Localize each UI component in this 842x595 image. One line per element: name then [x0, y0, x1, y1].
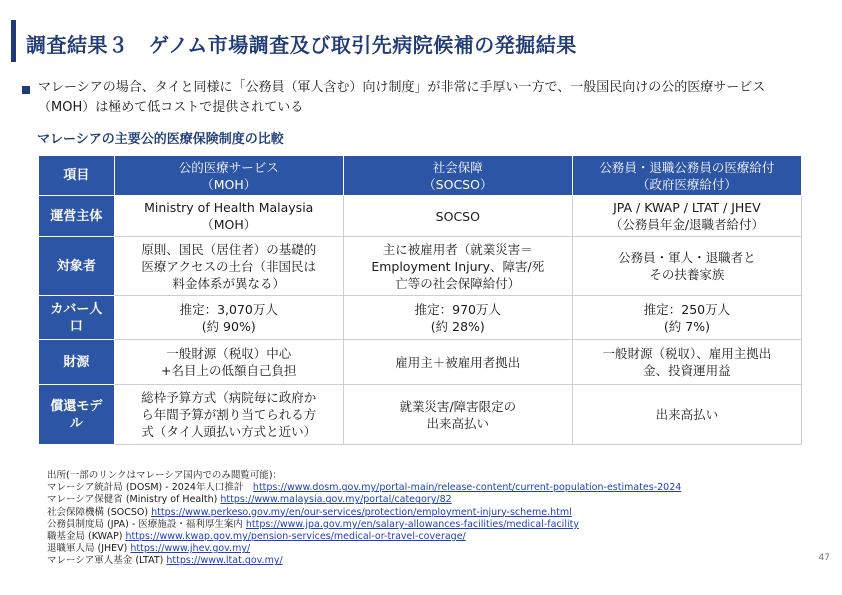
cell-line: 就業災害/障害限定の [399, 398, 517, 414]
source-item [47, 531, 681, 543]
cell-line: (約 90%) [201, 318, 256, 334]
table-row [39, 196, 802, 237]
source-label: 社会保障機構 (SOCSO) [47, 506, 152, 518]
table-cell [572, 385, 801, 445]
source-item [47, 519, 681, 531]
row-label: 財源 [39, 340, 115, 385]
table-header-row [39, 156, 802, 196]
source-link[interactable]: https://www.perkeso.gov.my/en/our-services/protection/employment-injury-scheme.html [151, 506, 572, 518]
cell-line: +名目上の低額自己負担 [160, 363, 297, 378]
cell-line: (約 7%) [663, 318, 710, 334]
header-socso-line1: 社会保障 [432, 159, 483, 175]
header-moh-line1: 公的医療サービス [178, 159, 279, 175]
table-cell [114, 340, 343, 385]
table-cell [343, 340, 572, 385]
source-label: マレーシア保健省 (Ministry of Health) [47, 494, 221, 506]
source-label: 退職軍人局 (JHEV) [47, 543, 131, 555]
cell-line: SOCSO [435, 208, 480, 224]
header-item: 項目 [39, 156, 115, 196]
cell-line: Employment Injury、障害/死 [371, 258, 545, 274]
source-item [47, 482, 681, 494]
header-moh [114, 156, 343, 196]
comparison-table [38, 155, 802, 445]
table-cell [572, 196, 801, 237]
table-row [39, 296, 802, 340]
table-row [39, 237, 802, 296]
table-row [39, 340, 802, 385]
source-label: マレーシア統計局 (DOSM) - 2024年人口推計 [47, 482, 253, 494]
cell-line: （MOH） [201, 217, 257, 232]
cell-line: 一般財源（税収）、雇用主拠出 [602, 346, 772, 361]
source-item [47, 507, 681, 519]
table-cell [572, 237, 801, 296]
source-item [47, 494, 681, 506]
cell-line: (約 28%) [430, 318, 485, 334]
cell-line: 主に被雇用者（就業災害＝ [382, 241, 533, 257]
cell-line: 金、投資運用益 [643, 363, 731, 378]
cell-line: その扶養家族 [649, 267, 725, 282]
page-title: 調査結果３ ゲノム市場調査及び取引先病院候補の発掘結果 [26, 33, 577, 57]
header-socso [343, 156, 572, 196]
table-cell [572, 296, 801, 340]
cell-line: 亡等の社会保障給付） [395, 275, 521, 291]
table-cell [572, 340, 801, 385]
cell-line: 医療アクセスの土台（非国民は [141, 258, 317, 274]
source-link[interactable]: https://www.kwap.gov.my/pension-services/medical-or-travel-coverage/ [125, 531, 466, 543]
summary-bullet: マレーシアの場合、タイと同様に「公務員（軍人含む）向け制度」が非常に手厚い一方で、一般国民向けの公的医療サービス（MOH）は極めて低コストで提供されている [38, 80, 766, 115]
header-socso-line2: （SOCSO） [423, 176, 493, 192]
title-accent-bar [11, 20, 16, 62]
sources-heading: 出所(一部のリンクはマレーシア国内でのみ閲覧可能)： [47, 470, 283, 481]
table-cell [114, 196, 343, 237]
source-link[interactable]: https://www.dosm.gov.my/portal-main/release-content/current-population-estimates-2024 [252, 482, 682, 494]
source-label: 公務員制度局 (JPA) - 医療施設・福利厚生案内 [47, 518, 246, 530]
cell-line: 原則、国民（居住者）の基礎的 [141, 241, 317, 257]
header-civil-line2: （政府医療給付） [636, 176, 737, 192]
cell-line: 料金体系が異なる） [172, 275, 285, 291]
table-row [39, 385, 802, 445]
table-cell [343, 296, 572, 340]
sources-block [47, 470, 681, 568]
cell-line: Ministry of Health Malaysia [144, 200, 314, 215]
table-cell [343, 196, 572, 237]
cell-line: 公務員・軍人・退職者と [618, 250, 756, 265]
source-link[interactable]: https://www.jhev.gov.my/ [130, 543, 251, 555]
header-civil-servant [572, 156, 801, 196]
cell-line: 推定：250万人 [643, 301, 731, 317]
table-cell [343, 385, 572, 445]
cell-line: （公務員年金/退職者給付） [609, 217, 765, 232]
cell-line: 推定：3,070万人 [179, 301, 278, 317]
header-moh-line2: （MOH） [201, 176, 257, 192]
source-item [47, 543, 681, 555]
row-label: 償還モデル [39, 385, 115, 445]
cell-line: 出来高払い [426, 415, 490, 431]
bullet-square-icon [22, 86, 30, 94]
cell-line: 式（タイ人頭払い方式と近い） [141, 424, 317, 439]
source-link[interactable]: https://www.malaysia.gov.my/portal/category/82 [220, 494, 452, 506]
cell-line: 一般財源（税収）中心 [166, 346, 292, 361]
header-civil-line1: 公務員・退職公務員の医療給付 [599, 159, 775, 175]
table-cell [343, 237, 572, 296]
table-cell [114, 296, 343, 340]
source-label: マレーシア軍人基金 (LTAT) [47, 555, 167, 567]
row-label: 運営主体 [39, 196, 115, 237]
table-cell [114, 385, 343, 445]
cell-line: JPA / KWAP / LTAT / JHEV [613, 200, 761, 215]
table-title: マレーシアの主要公的医療保険制度の比較 [37, 132, 284, 147]
source-link[interactable]: https://www.ltat.gov.my/ [166, 555, 283, 567]
cell-line: 総枠予算方式（病院毎に政府か [141, 390, 317, 405]
row-label: 対象者 [39, 237, 115, 296]
page-number: 47 [818, 553, 830, 563]
cell-line: 雇用主＋被雇用者拠出 [395, 354, 521, 370]
source-item [47, 555, 681, 567]
source-link[interactable]: https://www.jpa.gov.my/en/salary-allowances-facilities/medical-facility [245, 518, 579, 530]
cell-line: 推定：970万人 [414, 301, 501, 317]
cell-line: ら年間予算が割り当てられる方 [141, 407, 317, 422]
table-cell [114, 237, 343, 296]
cell-line: 出来高払い [655, 407, 719, 422]
source-label: 職基金局 (KWAP) [47, 531, 126, 543]
row-label: カバー人口 [39, 296, 115, 340]
